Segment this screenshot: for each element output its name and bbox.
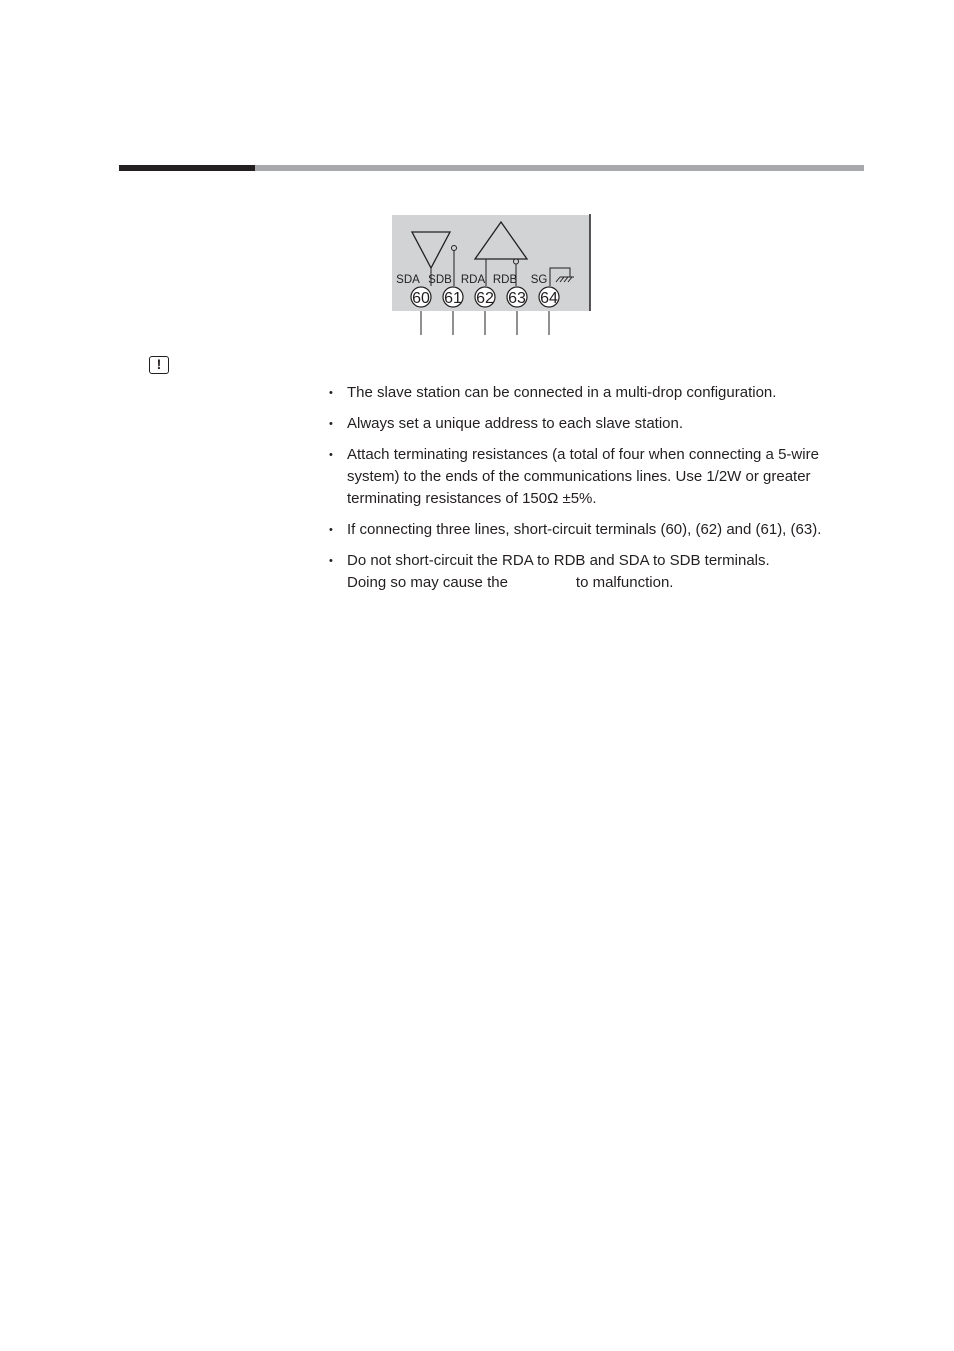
driver-inversion-dot xyxy=(452,246,457,251)
terminal-number-63: 63 xyxy=(508,290,526,307)
terminal-diagram xyxy=(390,213,596,337)
terminal-label-rdb: RDB xyxy=(492,274,518,286)
terminal-number-64: 64 xyxy=(540,290,558,307)
receiver-inversion-dot xyxy=(514,259,519,264)
terminal-label-sg: SG xyxy=(530,274,548,286)
note-text: Attach terminating resistances (a total of four when connecting a 5-wire system) to the ends of the communications lines. Use 1/2W or greater terminating resistances of 150Ω ±5%. xyxy=(347,446,819,507)
terminal-number-62: 62 xyxy=(476,290,494,307)
note-line2-suffix: to malfunction. xyxy=(575,574,674,591)
note-item xyxy=(329,382,869,404)
section-rule-dark xyxy=(119,165,255,171)
note-line2-prefix: Doing so may cause the xyxy=(347,574,508,591)
caution-icon: ! xyxy=(149,356,169,374)
note-item xyxy=(329,519,869,541)
terminal-number-60: 60 xyxy=(412,290,430,307)
note-second-line xyxy=(347,572,869,594)
bullet: • xyxy=(329,387,333,399)
note-item xyxy=(329,550,869,594)
notes-list xyxy=(329,382,869,603)
terminal-number-61: 61 xyxy=(444,290,462,307)
bullet: • xyxy=(329,524,333,536)
terminal-label-rda: RDA xyxy=(460,274,486,286)
note-text: Do not short-circuit the RDA to RDB and SDA to SDB terminals. xyxy=(347,552,770,569)
note-item xyxy=(329,413,869,435)
section-rule-light xyxy=(255,165,864,171)
terminal-label-sda: SDA xyxy=(396,274,420,286)
note-item xyxy=(329,444,869,510)
note-text: The slave station can be connected in a multi-drop configuration. xyxy=(347,384,777,401)
note-text: If connecting three lines, short-circuit terminals (60), (62) and (61), (63). xyxy=(347,521,822,538)
bullet: • xyxy=(329,555,333,567)
note-text: Always set a unique address to each slave station. xyxy=(347,415,684,432)
bullet: • xyxy=(329,449,333,461)
terminal-label-sdb: SDB xyxy=(428,274,452,286)
bullet: • xyxy=(329,418,333,430)
